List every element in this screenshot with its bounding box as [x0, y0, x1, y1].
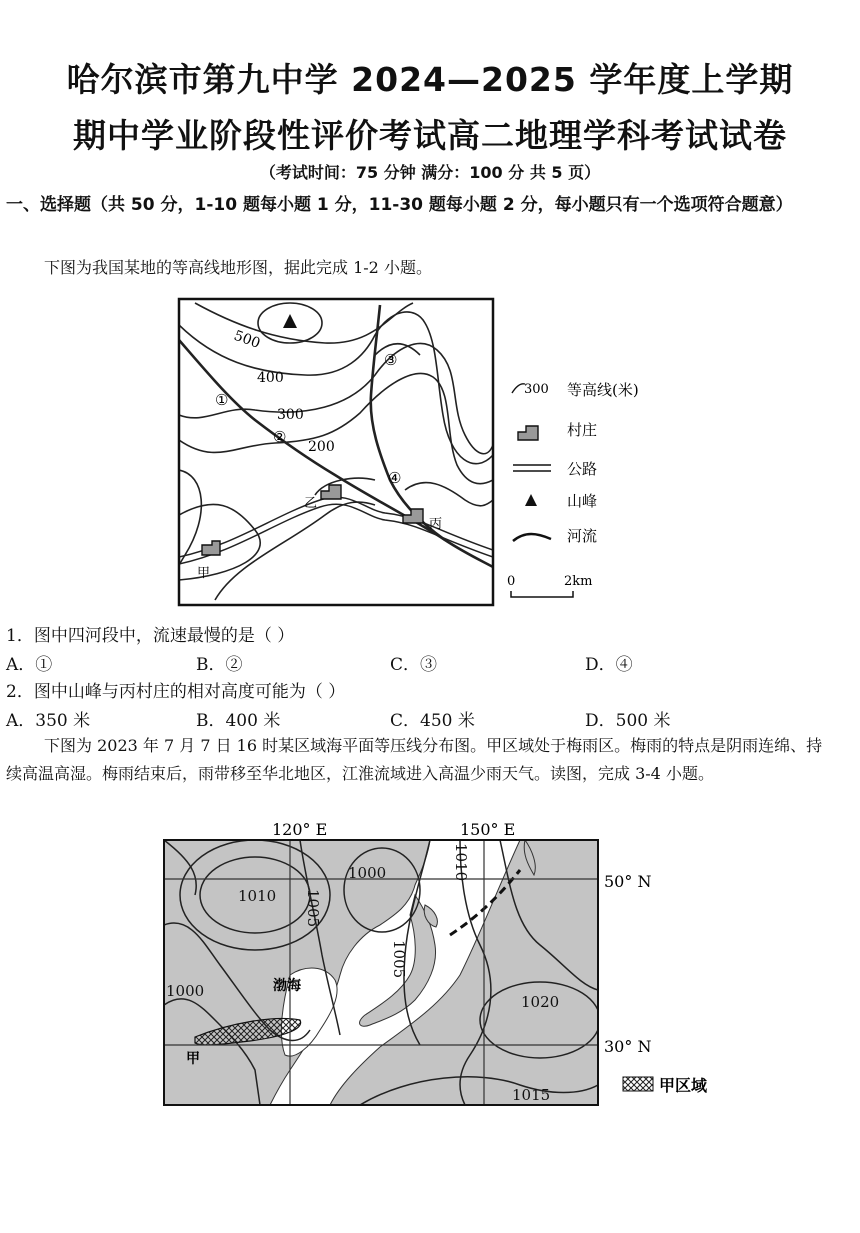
- scale-distance: 2km: [564, 574, 593, 589]
- lon-label-120e: 120° E: [272, 820, 328, 839]
- q1-option-a[interactable]: A．①: [6, 655, 53, 675]
- intro-q3-4: 下图为 2023 年 7 月 7 日 16 时某区域海平面等压线分布图。甲区域处于梅雨区。梅雨的特点是阴雨连绵、持续高温高湿。梅雨结束后，雨带移至华北地区，江淮流域进入高温少雨天气。读图，完成 3-4 小题。: [6, 736, 823, 783]
- q2-option-b[interactable]: B．400 米: [196, 711, 281, 731]
- legend-road: 公路: [567, 460, 598, 478]
- river-mark-4: ④: [388, 469, 402, 487]
- contour-label: 200: [308, 439, 335, 455]
- paper-title-line2: 期中学业阶段性评价考试高二地理学科考试试卷: [73, 116, 787, 155]
- legend-contour: 等高线(米): [567, 381, 639, 399]
- isobar-label: 1020: [521, 993, 560, 1011]
- contour-map: [175, 295, 655, 615]
- scale-zero: 0: [507, 574, 516, 589]
- question-1-stem: 1．图中四河段中，流速最慢的是（ ）: [6, 626, 295, 646]
- river-mark-3: ③: [384, 351, 398, 369]
- isobar-map: [160, 815, 740, 1115]
- village-yi: 乙: [304, 496, 318, 511]
- legend-peak-icon: [525, 494, 537, 506]
- isobar-label: 1015: [512, 1086, 551, 1104]
- river-mark-2: ②: [273, 428, 287, 446]
- lat-label-30n: 30° N: [604, 1037, 652, 1056]
- isobar-label: 1010: [452, 843, 470, 882]
- isobar-label: 1005: [304, 889, 322, 928]
- q1-option-b[interactable]: B．②: [196, 655, 243, 675]
- jia-label: 甲: [186, 1051, 200, 1067]
- exam-info: （考试时间：75 分钟 满分：100 分 共 5 页）: [259, 163, 601, 182]
- lon-label-150e: 150° E: [460, 820, 516, 839]
- peak-icon: [283, 314, 297, 328]
- paper-title-line1: 哈尔滨市第九中学 2024—2025 学年度上学期: [66, 60, 794, 99]
- village-jia: 甲: [197, 566, 211, 581]
- legend-village: 村庄: [567, 421, 598, 439]
- legend-jia-swatch: [623, 1077, 653, 1091]
- lat-label-50n: 50° N: [604, 872, 652, 891]
- section-heading: 一、选择题（共 50 分，1-10 题每小题 1 分，11-30 题每小题 2 分，每小题只有一个选项符合题意）: [6, 195, 793, 215]
- isobar-label: 1000: [348, 864, 387, 882]
- question-2-stem: 2．图中山峰与丙村庄的相对高度可能为（ ）: [6, 682, 346, 702]
- intro-q1-2: 下图为我国某地的等高线地形图，据此完成 1-2 小题。: [44, 258, 432, 277]
- isobar-label: 1000: [166, 982, 205, 1000]
- bohai-label: 渤海: [273, 978, 301, 994]
- q1-option-d[interactable]: D．④: [585, 655, 633, 675]
- isobar-label: 1005: [390, 940, 408, 979]
- contour-label: 400: [257, 370, 284, 386]
- legend-village-icon: [518, 426, 538, 440]
- legend-river-icon: [513, 534, 551, 541]
- q1-option-c[interactable]: C．③: [390, 655, 438, 675]
- legend-river: 河流: [567, 527, 598, 545]
- contour-label: 300: [277, 407, 304, 423]
- isobar-label: 1010: [238, 887, 277, 905]
- legend-jia-region: 甲区域: [659, 1076, 708, 1095]
- contour-label: 500: [231, 327, 263, 352]
- q2-option-d[interactable]: D．500 米: [585, 711, 671, 731]
- q2-option-c[interactable]: C．450 米: [390, 711, 475, 731]
- legend-peak: 山峰: [567, 492, 598, 510]
- river-mark-1: ①: [215, 391, 229, 409]
- q2-option-a[interactable]: A．350 米: [6, 711, 91, 731]
- village-bing: 丙: [429, 517, 443, 532]
- scale-bar: [511, 591, 573, 597]
- legend-contour-sample: 300: [524, 382, 549, 397]
